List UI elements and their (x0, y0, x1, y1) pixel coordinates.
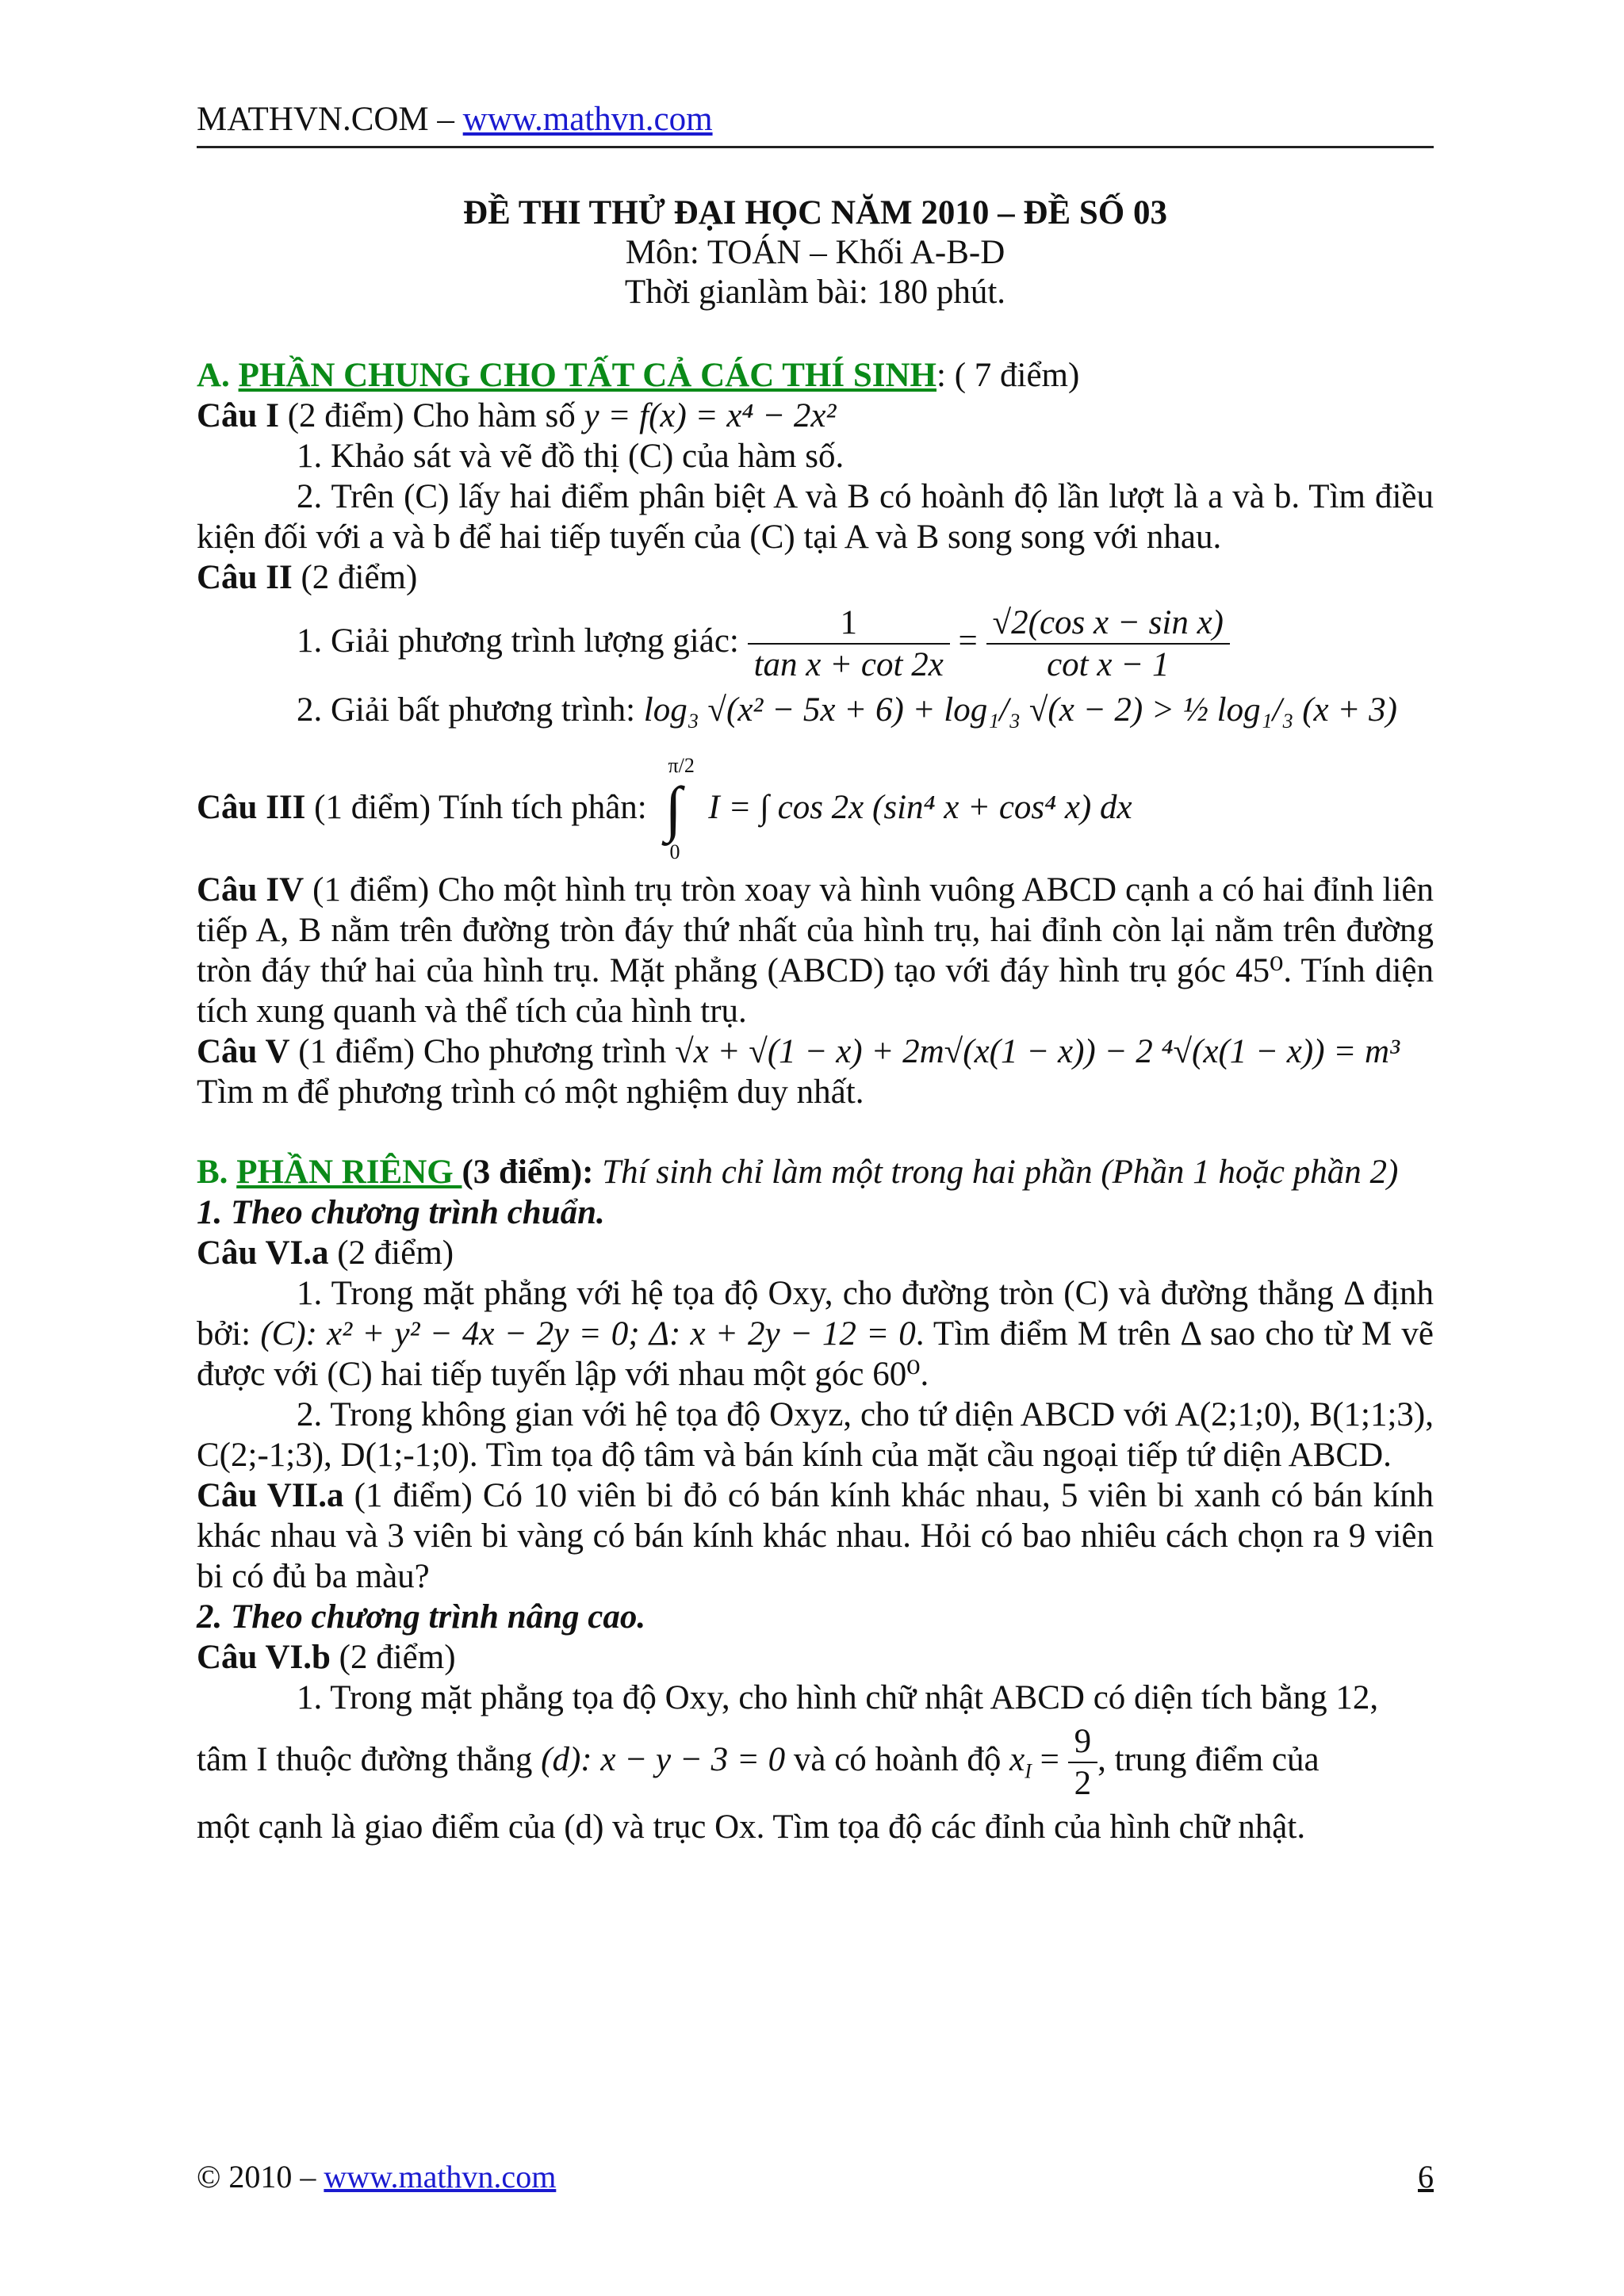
q5-task: Tìm m để phương trình có một nghiệm duy nhất. (197, 1073, 864, 1111)
program-1-heading: 1. Theo chương trình chuẩn. (197, 1194, 605, 1231)
part-b-heading: B. PHẦN RIÊNG (3 điểm): Thí sinh chỉ làm một trong hai phần (Phần 1 hoặc phần 2) (197, 1154, 1399, 1191)
q6b-item-1-line-1: 1. Trong mặt phẳng tọa độ Oxy, cho hình chữ nhật ABCD có diện tích bằng 12, (297, 1679, 1379, 1716)
q1-formula: y = f(x) = x⁴ − 2x² (584, 397, 837, 434)
exam-subject: Môn: TOÁN – Khối A-B-D (625, 234, 1005, 271)
exam-duration: Thời gianlàm bài: 180 phút. (624, 274, 1006, 311)
integral-sign (656, 754, 700, 863)
q6a-item-2: 2. Trong không gian với hệ tọa độ Oxyz, cho tứ diện ABCD với A(2;1;0), B(1;1;3), C(2;-1;3), D(1;-1;0). Tìm tọa độ tâm và bán kính của mặt cầu ngoại tiếp tứ diện ABCD. (197, 1396, 1434, 1474)
site-name: MATHVN.COM – (197, 101, 463, 138)
copyright-text: © 2010 – (197, 2159, 324, 2195)
q5-formula: √x + √(1 − x) + 2m√(x(1 − x)) − 2 ⁴√(x(1 − x)) = m³ (675, 1033, 1400, 1070)
q3-formula: I = ∫ cos 2x (sin⁴ x + cos⁴ x) dx (708, 788, 1132, 826)
part-a-heading: A. PHẦN CHUNG CHO TẤT CẢ CÁC THÍ SINH: ( 7 điểm) (197, 357, 1080, 394)
q1-item-1: 1. Khảo sát và vẽ đồ thị (C) của hàm số. (297, 438, 845, 475)
q6a-formula: (C): x² + y² − 4x − 2y = 0; Δ: x + 2y − 12 = 0 (260, 1315, 916, 1353)
q2-item-2: 2. Giải bất phương trình: log₃ √(x² − 5x + 6) + log₁/₃ √(x − 2) > ½ log₁/₃ (x + 3) (297, 691, 1397, 729)
q6a-item-1: 1. Trong mặt phẳng với hệ tọa độ Oxy, cho đường tròn (C) và đường thẳng Δ định bởi: (C): x² + y² − 4x − 2y = 0; Δ: x + 2y − 12 = 0. Tìm điểm M trên Δ sao cho từ M vẽ được với (C) hai tiếp tuyến lập với nhau một góc 60⁰. (197, 1275, 1434, 1393)
page-number: 6 (1418, 2159, 1434, 2195)
question-5: Câu V (1 điểm) Cho phương trình √x + √(1 − x) + 2m√(x(1 − x)) − 2 ⁴√(x(1 − x)) = m³ (197, 1033, 1400, 1070)
exam-title: ĐỀ THI THỬ ĐẠI HỌC NĂM 2010 – ĐỀ SỐ 03 (463, 194, 1167, 232)
exam-title-block (197, 193, 1434, 312)
question-2: Câu II (2 điểm) (197, 559, 418, 596)
q1-item-2: 2. Trên (C) lấy hai điểm phân biệt A và B có hoành độ lần lượt là a và b. Tìm điều kiện đối với a và b để hai tiếp tuyến của (C) tại A và B song song với nhau. (197, 478, 1434, 556)
program-2-heading: 2. Theo chương trình nâng cao. (197, 1598, 646, 1636)
question-6a: Câu VI.a (2 điểm) (197, 1234, 454, 1272)
question-7a: Câu VII.a (1 điểm) Có 10 viên bi đỏ có bán kính khác nhau, 5 viên bi xanh có bán kính khác nhau và 3 viên bi vàng có bán kính khác nhau. Hỏi có bao nhiêu cách chọn ra 9 viên bi có đủ ba màu? (197, 1477, 1434, 1595)
page-header (197, 94, 1434, 148)
q6b-line-formula: (d): x − y − 3 = 0 (541, 1740, 786, 1778)
footer-link[interactable]: www.mathvn.com (324, 2159, 557, 2195)
integral-upper-limit: π/2 (668, 754, 695, 777)
integral-glyph: ∫ (665, 774, 682, 843)
q2-item-1: 1. Giải phương trình lượng giác: $\frac{1}{\text{tan x + cot 2x}}$ = $\frac{\text{√2(cos x − sin x)}}{\text{cot x − 1}}$ (197, 603, 1434, 685)
q6b-fraction: $\frac{9}{2}$ (1068, 1721, 1098, 1804)
question-1: Câu I (2 điểm) Cho hàm số y = f(x) = x⁴ − 2x² (197, 397, 837, 434)
q2-fraction-right: $\frac{\text{√2(cos x − sin x)}}{\text{cot x − 1}}$ (986, 603, 1230, 685)
question-4: Câu IV (1 điểm) Cho một hình trụ tròn xoay và hình vuông ABCD cạnh a có hai đỉnh liên tiếp A, B nằm trên đường tròn đáy thứ nhất của hình trụ, hai đỉnh còn lại nằm trên đường tròn đáy thứ hai của hình trụ. Mặt phẳng (ABCD) tạo với đáy hình trụ góc 45⁰. Tính diện tích xung quanh và thể tích của hình trụ. (197, 871, 1434, 1030)
q2-inequality: log₃ √(x² − 5x + 6) + log₁/₃ √(x − 2) > ½ log₁/₃ (x + 3) (643, 691, 1397, 729)
part-b-title: PHẦN RIÊNG (236, 1154, 462, 1191)
integral-lower-limit: 0 (669, 840, 680, 863)
page-footer (197, 2155, 1434, 2199)
question-6b: Câu VI.b (2 điểm) (197, 1639, 456, 1676)
part-a-title: PHẦN CHUNG CHO TẤT CẢ CÁC THÍ SINH (238, 357, 936, 394)
q2-fraction-left: $\frac{1}{\text{tan x + cot 2x}}$ (748, 603, 950, 685)
exam-content (197, 355, 1434, 1847)
question-3: Câu III (1 điểm) Tính tích phân: π/2 0 ∫ I = ∫ cos 2x (sin⁴ x + cos⁴ x) dx (197, 754, 1132, 863)
q6b-item-1-line-2: tâm I thuộc đường thẳng (d): x − y − 3 = 0 và có hoành độ $x_I$ = $\frac{9}{2}$ , trung điểm của (197, 1723, 1320, 1802)
q6b-item-1-line-3: một cạnh là giao điểm của (d) và trục Ox. Tìm tọa độ các đỉnh của hình chữ nhật. (197, 1808, 1306, 1846)
site-link[interactable]: www.mathvn.com (462, 101, 713, 138)
